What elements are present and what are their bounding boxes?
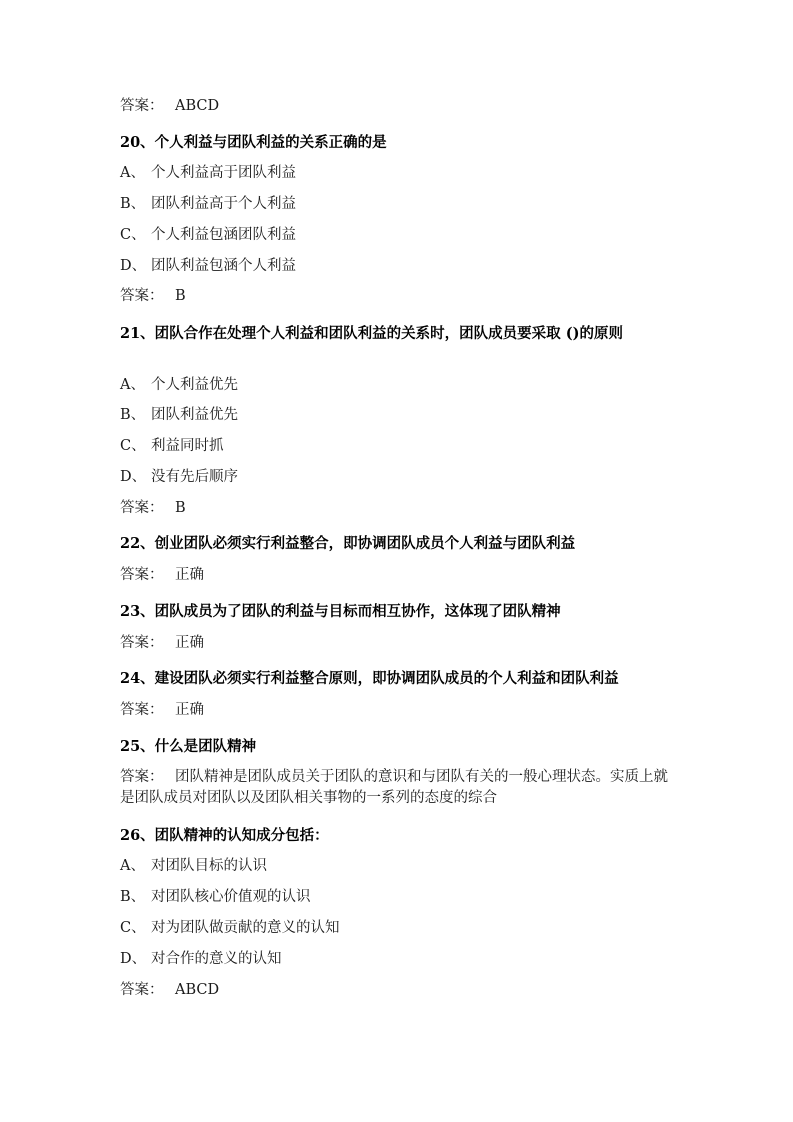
answer-prefix: 答案： <box>120 769 164 785</box>
option-d <box>120 467 238 487</box>
option-c <box>120 436 224 456</box>
option-text: 对团队目标的认识 <box>151 858 267 874</box>
answer-line <box>120 980 219 1000</box>
answer-line <box>120 700 204 720</box>
option-a <box>120 375 238 395</box>
option-text: 利益同时抓 <box>151 438 224 454</box>
option-label: D、 <box>120 469 147 485</box>
option-b <box>120 887 311 907</box>
option-label: B、 <box>120 196 146 212</box>
answer-line <box>120 96 219 116</box>
option-label: D、 <box>120 258 147 274</box>
option-a <box>120 163 296 183</box>
answer-value: ABCD <box>175 98 220 114</box>
option-text: 没有先后顺序 <box>151 469 238 485</box>
option-a <box>120 856 267 876</box>
answer-value: ABCD <box>175 982 220 998</box>
option-text: 团队利益包涵个人利益 <box>151 258 296 274</box>
option-d <box>120 256 296 276</box>
option-text: 团队利益高于个人利益 <box>151 196 296 212</box>
option-text: 对为团队做贡献的意义的认知 <box>151 920 340 936</box>
answer-line <box>120 286 186 306</box>
option-b <box>120 405 238 425</box>
answer-value: B <box>175 288 186 304</box>
option-text: 个人利益包涵团队利益 <box>151 227 296 243</box>
option-text: 对合作的意义的认知 <box>151 951 282 967</box>
question-22: 22、创业团队必须实行利益整合，即协调团队成员个人利益与团队利益 <box>120 535 576 552</box>
answer-prefix: 答案： <box>120 288 164 304</box>
option-label: B、 <box>120 407 146 423</box>
option-label: C、 <box>120 227 146 243</box>
answer-value: 正确 <box>175 635 204 651</box>
question-20: 20、个人利益与团队利益的关系正确的是 <box>120 134 387 151</box>
answer-line <box>120 633 204 653</box>
answer-value: 正确 <box>175 702 204 718</box>
answer-prefix: 答案： <box>120 500 164 516</box>
option-c <box>120 225 296 245</box>
answer-line <box>120 565 204 585</box>
answer-value: 正确 <box>175 567 204 583</box>
answer-line <box>120 498 186 518</box>
option-label: D、 <box>120 951 147 967</box>
answer-value: 团队精神是团队成员关于团队的意识和与团队有关的一般心理状态。实质上就是团队成员对团队以及团队相关事物的一系列的态度的综合 <box>120 769 668 806</box>
option-label: C、 <box>120 438 146 454</box>
option-label: A、 <box>120 377 145 393</box>
answer-prefix: 答案： <box>120 702 164 718</box>
answer-paragraph <box>120 767 680 809</box>
option-text: 团队利益优先 <box>151 407 238 423</box>
answer-value: B <box>175 500 186 516</box>
option-text: 对团队核心价值观的认识 <box>151 889 311 905</box>
answer-prefix: 答案： <box>120 982 164 998</box>
question-24: 24、建设团队必须实行利益整合原则，即协调团队成员的个人利益和团队利益 <box>120 670 619 687</box>
option-text: 个人利益优先 <box>151 377 238 393</box>
option-text: 个人利益高于团队利益 <box>151 165 296 181</box>
option-c <box>120 918 340 938</box>
answer-prefix: 答案： <box>120 635 164 651</box>
option-b <box>120 194 296 214</box>
option-label: C、 <box>120 920 146 936</box>
question-25: 25、什么是团队精神 <box>120 738 257 755</box>
option-label: A、 <box>120 165 145 181</box>
question-26: 26、团队精神的认知成分包括： <box>120 827 329 844</box>
option-label: B、 <box>120 889 146 905</box>
question-21: 21、团队合作在处理个人利益和团队利益的关系时，团队成员要采取 ()的原则 <box>120 325 623 342</box>
answer-prefix: 答案： <box>120 567 164 583</box>
question-23: 23、团队成员为了团队的利益与目标而相互协作，这体现了团队精神 <box>120 603 561 620</box>
option-d <box>120 949 282 969</box>
answer-prefix: 答案： <box>120 98 164 114</box>
option-label: A、 <box>120 858 145 874</box>
